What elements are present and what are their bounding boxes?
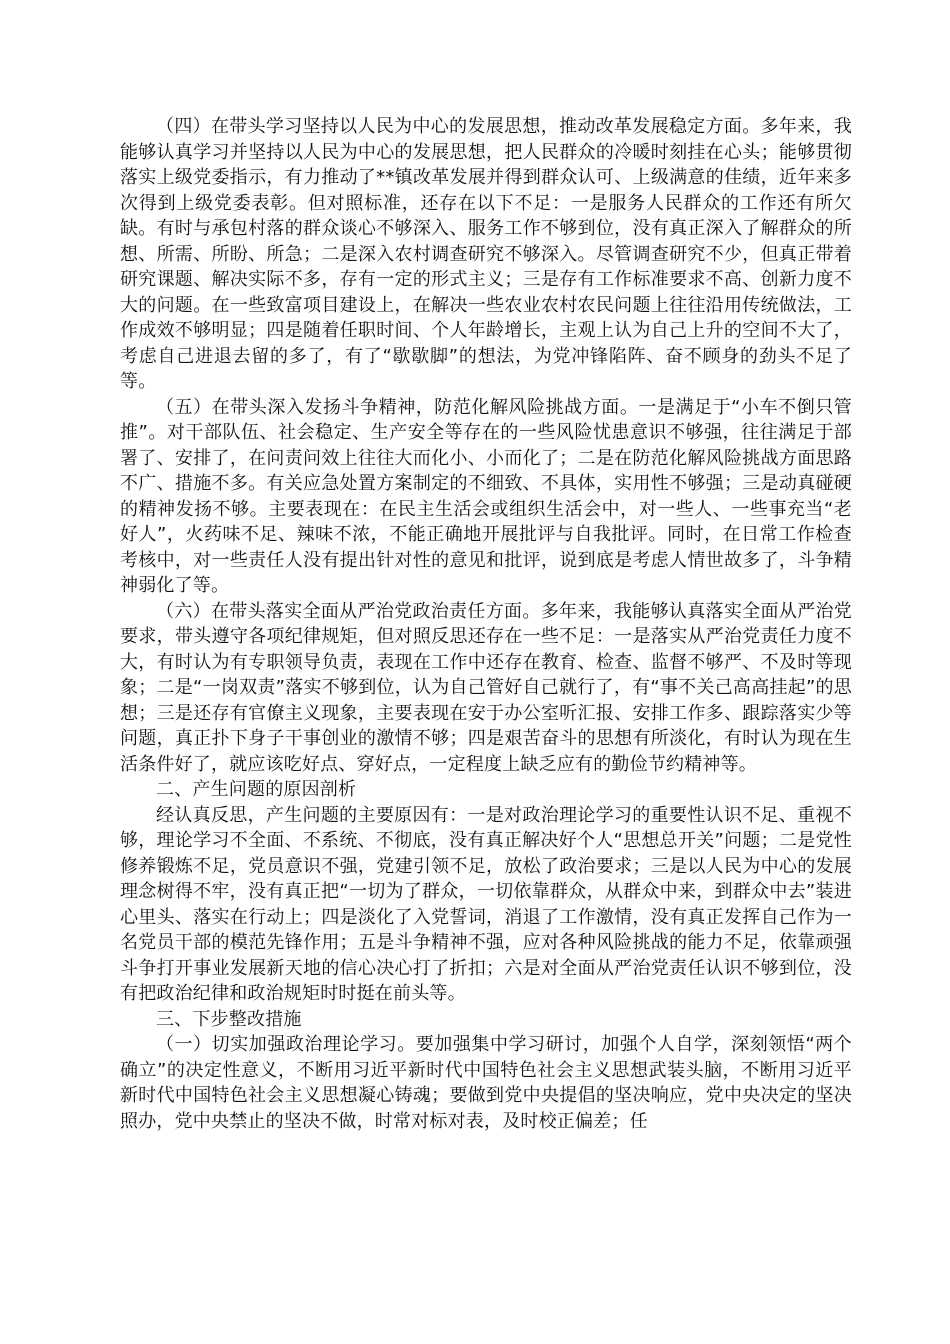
heading-cause-analysis: 二、产生问题的原因剖析 <box>156 779 357 800</box>
paragraph-cause-analysis: 经认真反思，产生问题的主要原因有：一是对政治理论学习的重要性认识不足、重视不够，理论学习不全面、不系统、不彻底，没有真正解决好个人“思想总开关”问题；二是党性修养锻炼不足，党员意识不强，党建引领不足，放松了政治要求；三是以人民为中心的发展理念树得不牢，没有真正把“一切为了群众，一切依靠群众，从群众中来，到群众中去”装进心里头、落实在行动上；四是淡化了入党誓词，消退了工作激情，没有真正发挥自己作为一名党员干部的模范先锋作用；五是斗争精神不强，应对各种风险挑战的能力不足，依靠顽强斗争打开事业发展新天地的信心决心打了折扣；六是对全面从严治党责任认识不够到位，没有把政治纪律和政治规矩时时挺在前头等。 <box>120 804 852 1004</box>
paragraph-section-5: （五）在带头深入发扬斗争精神，防范化解风险挑战方面。一是满足于“小车不倒只管推”。对干部队伍、社会稳定、生产安全等存在的一些风险忧患意识不够强，往往满足于部署了、安排了，在问责问效上往往大而化小、小而化了；二是在防范化解风险挑战方面思路不广、措施不多。有关应急处置方案制定的不细致、不具体，实用性不够强；三是动真碰硬的精神发扬不够。主要表现在：在民主生活会或组织生活会中，对一些人、一些事充当“老好人”，火药味不足、辣味不浓，不能正确地开展批评与自我批评。同时，在日常工作检查考核中，对一些责任人没有提出针对性的意见和批评，说到底是考虑人情世故多了，斗争精神弱化了等。 <box>120 396 852 596</box>
paragraph-section-4: （四）在带头学习坚持以人民为中心的发展思想，推动改革发展稳定方面。多年来，我能够认真学习并坚持以人民为中心的发展思想，把人民群众的冷暖时刻挂在心头；能够贯彻落实上级党委指示，有力推动了**镇改革发展并得到群众认可、上级满意的佳绩，近年来多次得到上级党委表彰。但对照标准，还存在以下不足：一是服务人民群众的工作还有所欠缺。有时与承包村落的群众谈心不够深入、服务工作不够到位，没有真正深入了解群众的所想、所需、所盼、所急；二是深入农村调查研究不够深入。尽管调查研究不少，但真正带着研究课题、解决实际不多，存有一定的形式主义；三是存有工作标准要求不高、创新力度不大的问题。在一些致富项目建设上，在解决一些农业农村农民问题上往往沿用传统做法，工作成效不够明显；四是随着任职时间、个人年龄增长，主观上认为自己上升的空间不大了，考虑自己进退去留的多了，有了“歇歇脚”的想法，为党冲锋陷阵、奋不顾身的劲头不足了等。 <box>120 116 852 392</box>
heading-rectification-measures: 三、下步整改措施 <box>156 1008 302 1030</box>
paragraph-measure-1: （一）切实加强政治理论学习。要加强集中学习研讨，加强个人自学，深刻领悟“两个确立”的决定性意义，不断用习近平新时代中国特色社会主义思想武装头脑，不断用习近平新时代中国特色社会主义思想凝心铸魂；要做到党中央提倡的坚决响应，党中央决定的坚决照办，党中央禁止的坚决不做，时常对标对表，及时校正偏差；任 <box>120 1034 852 1132</box>
document-body <box>120 114 852 1134</box>
paragraph-section-6: （六）在带头落实全面从严治党政治责任方面。多年来，我能够认真落实全面从严治党要求，带头遵守各项纪律规矩，但对照反思还存在一些不足：一是落实从严治党责任力度不大，有时认为有专职领导负责，表现在工作中还存在教育、检查、监督不够严、不及时等现象；二是“一岗双责”落实不够到位，认为自己管好自己就行了，有“事不关己高高挂起”的思想；三是还存有官僚主义现象，主要表现在安于办公室听汇报、安排工作多、跟踪落实少等问题，真正扑下身子干事创业的激情不够；四是艰苦奋斗的思想有所淡化，有时认为现在生活条件好了，就应该吃好点、穿好点，一定程度上缺乏应有的勤俭节约精神等。 <box>120 600 852 775</box>
